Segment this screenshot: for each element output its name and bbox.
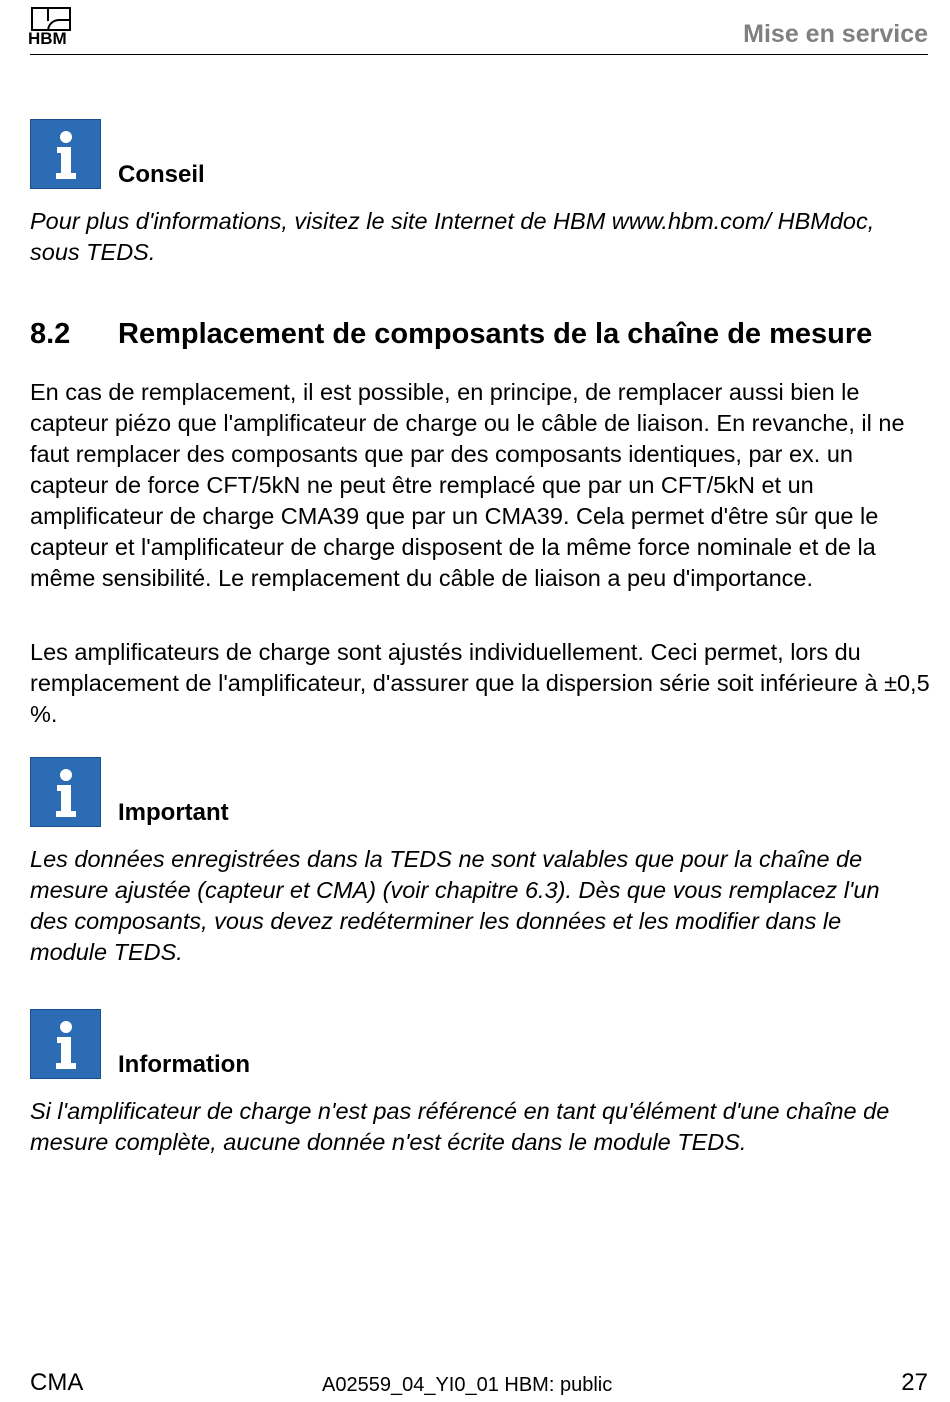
note-text-information: Si l'amplificateur de charge n'est pas référencé en tant qu'élément d'une chaîne de mesure complète, aucune donnée n'est écrite dans le module TEDS. <box>30 1098 890 1155</box>
info-icon <box>30 119 101 189</box>
section-title: Remplacement de composants de la chaîne de mesure <box>118 318 873 350</box>
info-icon <box>30 757 101 827</box>
hbm-logo-text: HBM <box>28 29 67 48</box>
body-paragraph-1: En cas de remplacement, il est possible, en principe, de remplacer aussi bien le capteur piézo que l'amplificateur de charge ou le câble de liaison. En revanche, il ne faut remplacer des composants que par des composants identiques, par ex. un capteur de force CFT/5kN ne peut être remplacé que par un CFT/5kN et un amplificateur de charge CMA39 que par un CMA39. Cela permet d'être sûr que le capteur et l'amplificateur de charge disposent de la même force nominale et de la même sensibilité. Le remplacement du câble de liaison a peu d'importance. <box>30 379 905 591</box>
body-paragraph-2: Les amplificateurs de charge sont ajustés individuellement. Ceci permet, lors du remplacement de l'amplificateur, d'assurer que la dispersion série soit inférieure à ±0,5 %. <box>30 639 930 727</box>
note-title-information: Information <box>118 1051 250 1078</box>
header-section-title: Mise en service <box>743 20 928 48</box>
note-text-conseil: Pour plus d'informations, visitez le site Internet de HBM www.hbm.com/ HBMdoc, sous TEDS. <box>30 208 875 265</box>
hbm-logo-mark <box>31 7 71 31</box>
footer-page-number: 27 <box>901 1369 928 1396</box>
footer-product: CMA <box>30 1369 84 1396</box>
footer-document-id: A02559_04_YI0_01 HBM: public <box>322 1374 613 1396</box>
note-title-conseil: Conseil <box>118 161 205 188</box>
header-divider <box>30 54 928 55</box>
section-heading <box>30 316 872 352</box>
info-icon <box>30 1009 101 1079</box>
note-title-important: Important <box>118 799 229 826</box>
section-number: 8.2 <box>30 318 71 350</box>
note-text-important: Les données enregistrées dans la TEDS ne sont valables que pour la chaîne de mesure ajustée (capteur et CMA) (voir chapitre 6.3). Dès que vous remplacez l'un des composants, vous devez redéterminer les données et les modifier dans le module TEDS. <box>30 846 880 965</box>
hbm-logo <box>28 7 78 47</box>
